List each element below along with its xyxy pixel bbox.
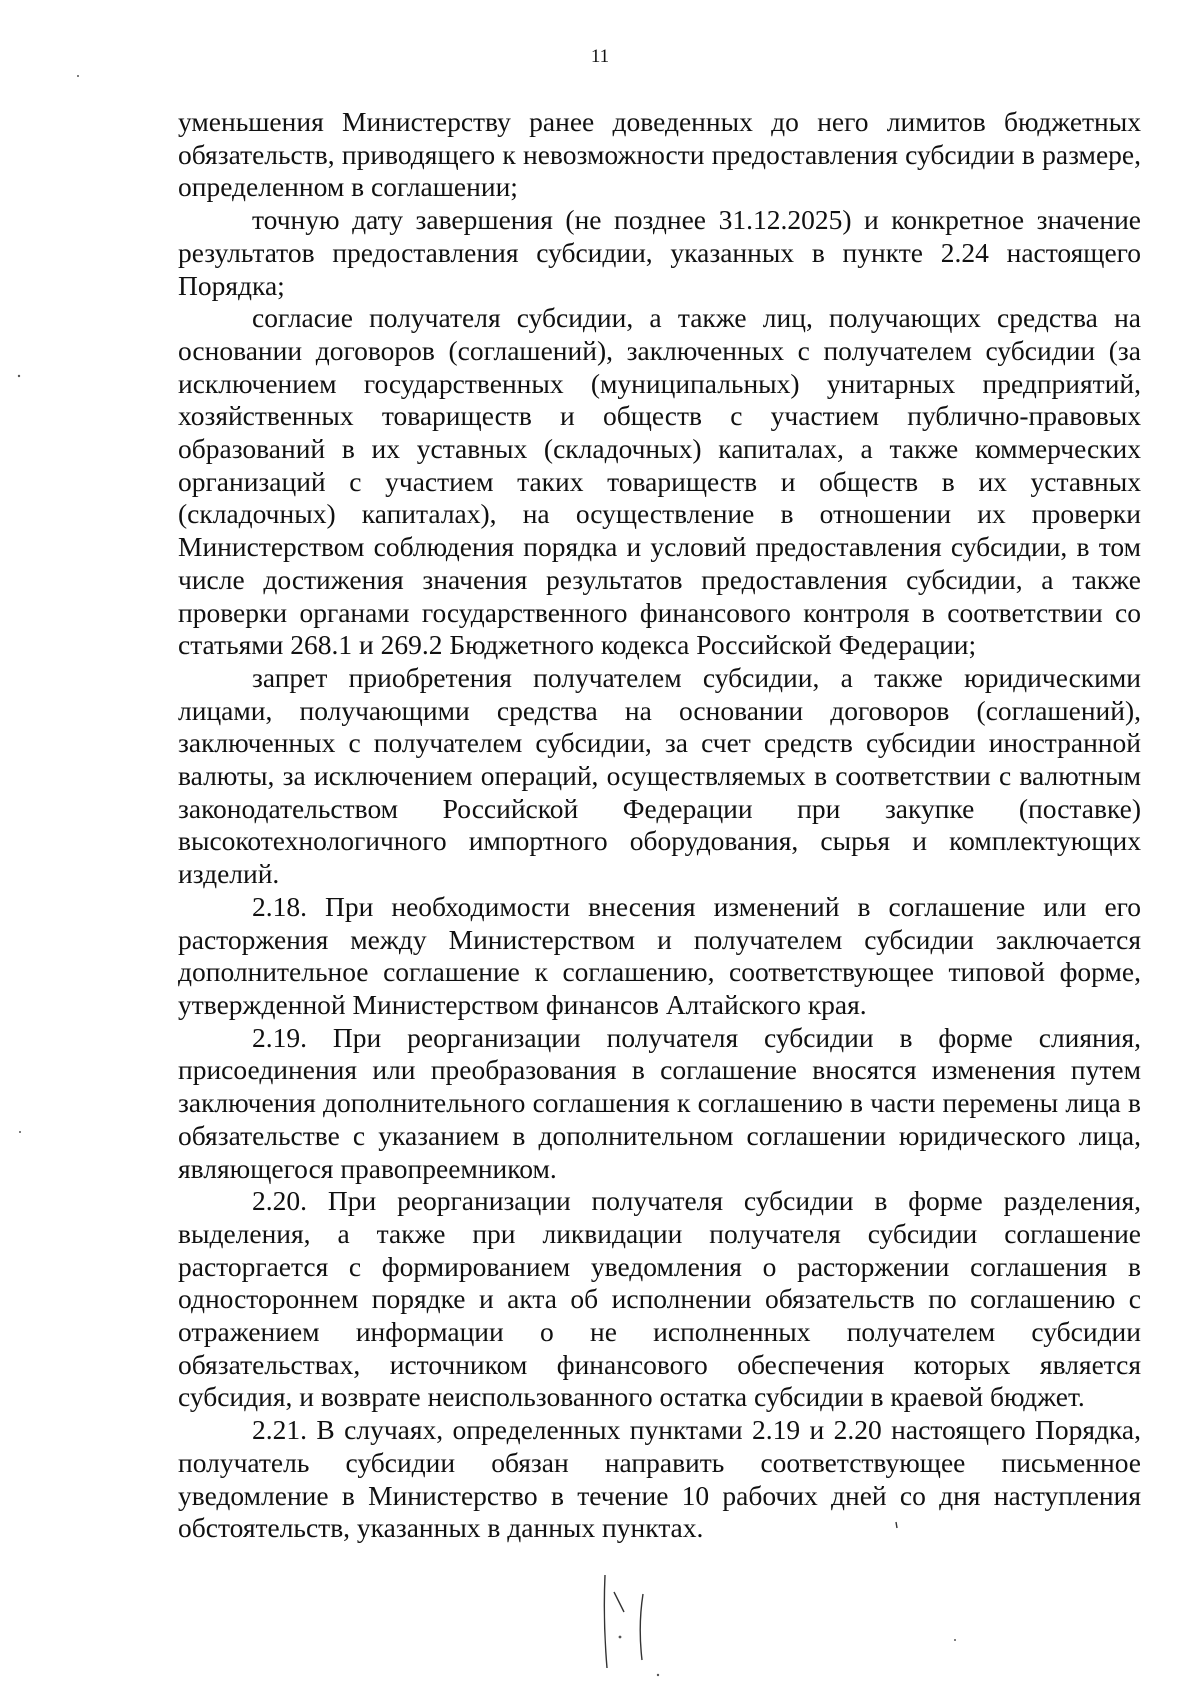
- paragraph-2-19: 2.19. При реорганизации получателя субсидии в форме слияния, присоединения или преобразования в соглашение вносятся изменения путем заключения дополнительного соглашения к соглашению в части перемены лица в обязательстве с указанием в дополнительном соглашении юридического лица, являющегося правопреемником.: [178, 1021, 1141, 1184]
- paragraph-consent-to-inspection: согласие получателя субсидии, а также лиц, получающих средства на основании договоров (соглашений), заключенных с получателем субсидии (за исключением государственных (муниципальных) унитарных предприятий, хозяйственных товариществ и обществ с участием публично-правовых образований в их уставных (складочных) капиталах, а также коммерческих организаций с участием таких товариществ и обществ в их уставных (складочных) капиталах), на осуществление в отношении их проверки Министерством соблюдения порядка и условий предоставления субсидии, в том числе достижения значения результатов предоставления субсидии, а также проверки органами государственного финансового контроля в соответствии со статьями 268.1 и 269.2 Бюджетного кодекса Российской Федерации;: [178, 302, 1141, 661]
- paragraph-2-20: 2.20. При реорганизации получателя субсидии в форме разделения, выделения, а также при ликвидации получателя субсидии соглашение расторгается с формированием уведомления о расторжении соглашения в одностороннем порядке и акта об исполнении обязательств по соглашению с отражением информации о не исполненных получателем субсидии обязательствах, источником финансового обеспечения которых является субсидия, и возврате неиспользованного остатка субсидии в краевой бюджет.: [178, 1185, 1141, 1413]
- paragraph-2-21: 2.21. В случаях, определенных пунктами 2.19 и 2.20 настоящего Порядка, получатель субсидии обязан направить соответствующее письменное уведомление в Министерство в течение 10 рабочих дней со дня наступления обстоятельств, указанных в данных пунктах.: [178, 1414, 1141, 1544]
- paragraph-limits-reduction: уменьшения Министерству ранее доведенных до него лимитов бюджетных обязательств, приводящего к невозможности предоставления субсидии в размере, определенном в соглашении;: [178, 106, 1141, 203]
- paragraph-2-18: 2.18. При необходимости внесения изменений в соглашение или его расторжения между Министерством и получателем субсидии заключается дополнительное соглашение к соглашению, соответствующее типовой форме, утвержденной Министерством финансов Алтайского края.: [178, 890, 1141, 1020]
- paragraph-completion-date: точную дату завершения (не позднее 31.12.2025) и конкретное значение результатов предоставления субсидии, указанных в пункте 2.24 настоящего Порядка;: [178, 204, 1141, 301]
- page-number: 11: [590, 46, 610, 67]
- pen-stroke-marks: [604, 1522, 897, 1668]
- scan-specks: [18, 75, 956, 1676]
- paragraph-currency-ban: запрет приобретения получателем субсидии, а также юридическими лицами, получающими средства на основании договоров (соглашений), заключенных с получателем субсидии, за счет средств субсидии иностранной валюты, за исключением операций, осуществляемых в соответствии с валютным законодательством Российской Федерации при закупке (поставке) высокотехнологичного импортного оборудования, сырья и комплектующих изделий.: [178, 661, 1141, 890]
